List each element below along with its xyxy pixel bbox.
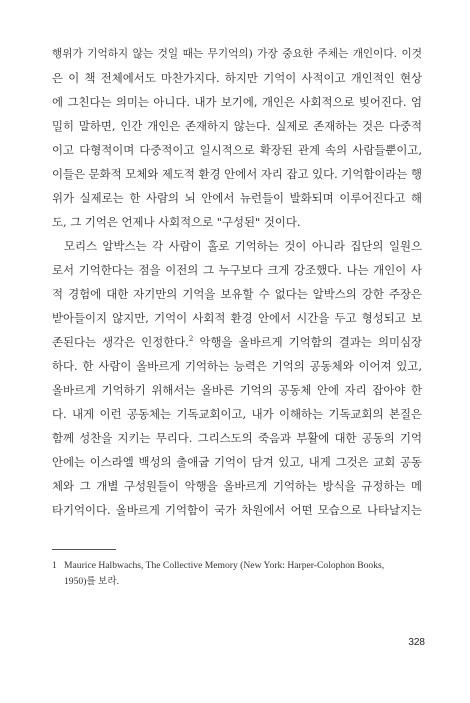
body-line: 체와 그 개별 구성원들이 악행을 올바르게 기억하는 방식을 규정하는 메 — [52, 479, 422, 493]
body-line: 타기억이다. 올바르게 기억함이 국가 차원에서 어떤 모습으로 나타날지는 — [52, 503, 422, 517]
footnote-number: 1 — [52, 560, 57, 571]
body-line-part: 악행을 올바르게 기억함의 결과는 의미심장 — [193, 335, 422, 349]
body-line: 이들은 문화적 모체와 제도적 환경 안에서 자리 잡고 있다. 기억함이라는 행 — [52, 167, 422, 181]
footnote-line: 1950)를 보라. — [64, 576, 119, 587]
body-line: 올바르게 기억하기 위해서는 올바른 기억의 공동체 안에 자리 잡아야 한 — [52, 383, 422, 397]
footnote-line: Maurice Halbwachs, The Collective Memory (New York: Harper-Colophon Books, — [64, 560, 385, 571]
body-line: 안에는 이스라엘 백성의 출애굽 기억이 담겨 있고, 내게 그것은 교회 공동 — [52, 455, 422, 469]
body-line: 도, 그 기억은 언제나 사회적으로 "구성된" 것이다. — [52, 215, 301, 229]
footnote-divider — [52, 549, 116, 550]
body-line: 로서 기억한다는 점을 이전의 그 누구보다 크게 강조했다. 나는 개인이 사 — [52, 263, 422, 277]
body-line: 받아들이지 않지만, 기억이 사회적 환경 안에서 시간을 두고 형성되고 보 — [52, 311, 422, 325]
body-line: 모리스 알박스는 각 사람이 홀로 기억하는 것이 아니라 집단의 일원으 — [64, 239, 422, 253]
body-line: 다. 내게 이런 공동체는 기독교회이고, 내가 이해하는 기독교회의 본질은 — [52, 407, 422, 421]
body-line: 에 그친다는 의미는 아니다. 내가 보기에, 개인은 사회적으로 빚어진다. 엄 — [52, 95, 422, 109]
body-line: 행위가 기억하지 않는 것일 때는 무기억의) 가장 중요한 주체는 개인이다. 이것 — [52, 48, 422, 60]
body-line — [52, 334, 422, 350]
body-line: 하다. 한 사람이 올바르게 기억하는 능력은 기억의 공동체와 이어져 있고, — [52, 359, 422, 373]
body-line: 함께 성찬을 지키는 무리다. 그리스도의 죽음과 부활에 대한 공동의 기억 — [52, 431, 422, 445]
footnote-reference: 2 — [188, 335, 194, 344]
body-line: 위가 실제로는 한 사람의 뇌 안에서 뉴런들이 발화되며 이루어진다고 해 — [52, 191, 422, 205]
body-line: 이고 다형적이며 다중적이고 일시적으로 확장된 관계 속의 사람들뿐이고, — [52, 143, 422, 157]
body-line: 적 경험에 대한 자기만의 기억을 보유할 수 없다는 알박스의 강한 주장은 — [52, 287, 422, 301]
body-line: 밀히 말하면, 인간 개인은 존재하지 않는다. 실제로 존재하는 것은 다중적 — [52, 119, 422, 133]
page-number: 328 — [408, 637, 425, 648]
body-line-part: 존된다는 생각은 인정한다. — [52, 335, 189, 349]
body-line: 은 이 책 전체에서도 마찬가지다. 하지만 기억이 사적이고 개인적인 현상 — [52, 71, 422, 85]
